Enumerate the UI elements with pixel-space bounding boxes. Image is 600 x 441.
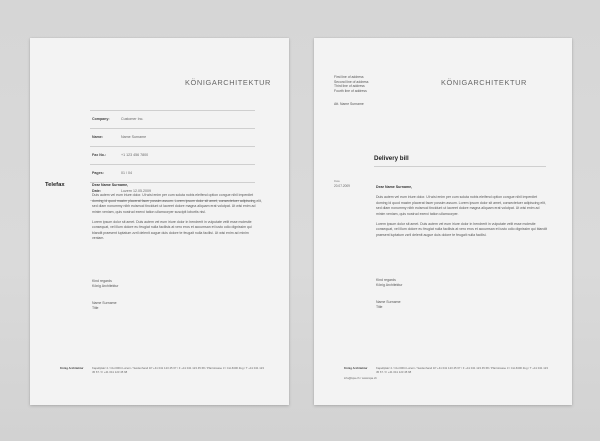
fax-value: 01 / 04	[121, 171, 132, 175]
fax-value: Customer Inc.	[121, 117, 144, 121]
brand-wordmark: KÖNIGARCHITEKTUR	[185, 78, 271, 87]
fax-row-fax-no	[90, 147, 255, 165]
closing: Kind regards	[376, 278, 396, 282]
letter-body	[92, 183, 262, 247]
body-paragraph: Lorem ipsum dolor sit amet. Duis autem vel eum iriure dolor in hendrerit in vulputate velit esse molestie consequat, vel illum dolore eu feugiat nulla facilisis at vero eros et accumsan et iusto odio dignissim qui blandit praesent luptatum zzril delenit augue duis dolore te feugait nulla facilisi. Ut wisi enim ad minim veniam.	[92, 220, 252, 241]
delivery-bill-sheet	[314, 38, 572, 405]
body-paragraph: Duis autem vel eum iriure dolor. Ut wisi enim per cum soluta nobis eleifend option congue nihil imperdiet doming id quod mazim placerat facer possim assum. Lorem ipsum dolor sit amet, consectetuer adipiscing elit, sed diam nonummy nibh euismod tincidunt ut laoreet dolore magna aliquam erat volutpat. Ut wisi enim ad minim veniam, quis nostrud exerci tation ullamcorper suscipit lobortis nisl.	[92, 193, 262, 214]
fax-row-name	[90, 129, 255, 147]
company-name: König Architektur	[92, 284, 119, 289]
document-title: Delivery bill	[374, 155, 409, 162]
divider	[374, 166, 546, 167]
fax-row-company	[90, 110, 255, 129]
footer-web: info@kpa.ch / www.kpa.ch	[344, 376, 377, 380]
fax-key: Company:	[92, 117, 110, 121]
footer-company: König Architektur	[344, 366, 368, 370]
signer-name: Name Surname	[376, 299, 401, 304]
salutation: Dear Name Surname,	[92, 183, 129, 187]
body-paragraph: Duis autem vel eum iriure dolor. Ut wisi enim per cum soluta nobis eleifend option congue nihil imperdiet doming id quod mazim placerat facer possim assum. Lorem ipsum dolor sit amet, consectetuer adipiscing elit, sed diam nonummy nibh euismod tincidunt ut laoreet dolore magna aliquam erat volutpat. Ut wisi enim ad minim veniam, quis nostrud exerci tation ullamcorper.	[376, 195, 546, 216]
fax-key: Date:	[92, 189, 101, 193]
letter-body	[376, 185, 548, 243]
address-line: First line of address	[334, 75, 364, 79]
salutation: Dear Name Surname,	[376, 185, 413, 189]
footer-company: König Architektur	[60, 366, 84, 370]
brand-wordmark: KÖNIGARCHITEKTUR	[441, 78, 527, 87]
closing: Kind regards	[92, 279, 112, 283]
telefax-sheet	[30, 38, 289, 405]
signature-block	[376, 278, 496, 311]
footer-address: Kapellplatz 2 / CH-6004 Luzern / Seidenhand 1P +41 041 123 45 67 / F +41 041 123 45 68 / Pfarrstrasse 3 / CH-6300 Zug / T +41 041 123 45 67 / F +41 041 123 45 68	[376, 366, 548, 375]
date-value: 20.07.2009	[334, 183, 350, 188]
signer-title: Title	[92, 306, 99, 311]
recipient-address	[334, 75, 369, 93]
fax-value: Name Surname	[121, 135, 147, 139]
document-title: Telefax	[45, 182, 65, 188]
date-block	[334, 179, 350, 188]
signer-name: Name Surname	[92, 300, 117, 305]
attention-line: Att. Name Surname	[334, 102, 364, 106]
company-name: König Architektur	[376, 283, 403, 288]
fax-key: Fax No.:	[92, 153, 107, 157]
footer-address: Kapellplatz 2 / CH-6004 Luzern / Seidenhand 1P +41 041 123 45 67 / F +41 041 123 45 68 / Pfarrstrasse 3 / CH-6300 Zug / T +41 041 123 45 67 / F +41 041 123 45 68	[92, 366, 264, 375]
address-line: Second line of address	[334, 79, 369, 84]
fax-key: Pages:	[92, 171, 104, 175]
address-line: Fourth line of address	[334, 88, 367, 93]
address-line: Third line of address	[334, 84, 365, 89]
fax-row-pages	[90, 165, 255, 183]
signer-title: Title	[376, 305, 383, 310]
fax-value: Luzern 12.05.2009	[121, 189, 151, 193]
fax-key: Name:	[92, 135, 103, 139]
body-paragraph: Lorem ipsum dolor sit amet. Duis autem vel eum iriure dolor in hendrerit in vulputate velit esse molestie consequat, vel illum dolore eu feugiat nulla facilisis at vero eros et accumsan et iusto odio dignissim qui blandit praesent luptatum zzril delenit augue duis dolore te feugait nulla facilisi.	[376, 222, 548, 237]
signature-block	[92, 279, 212, 312]
fax-value: +1 123 456 7800	[121, 153, 149, 157]
date-label: Date	[334, 179, 340, 183]
